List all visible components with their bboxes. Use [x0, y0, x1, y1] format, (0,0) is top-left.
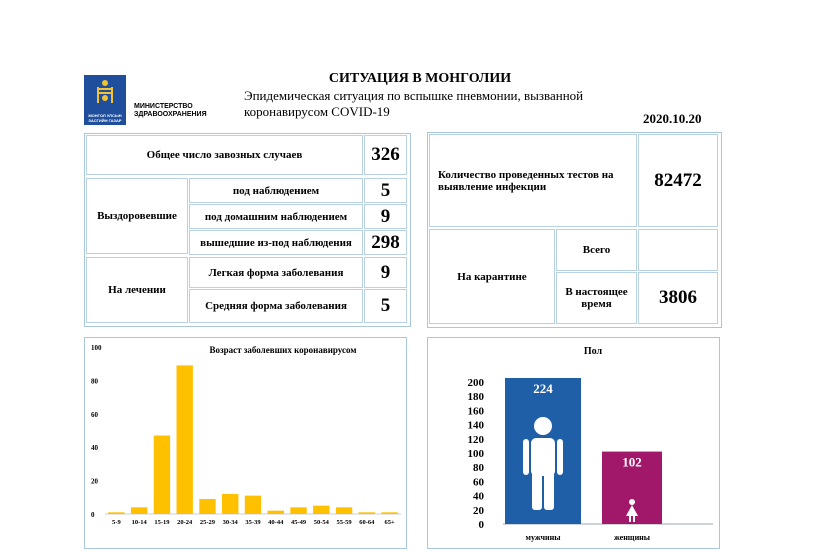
- quarantine-label: На карантине: [429, 229, 555, 324]
- gender-chart-panel: [427, 337, 720, 549]
- gender-chart-title: Пол: [583, 346, 603, 357]
- gender-y-tick: 60: [473, 476, 484, 489]
- age-bar: [176, 365, 192, 514]
- gender-y-tick: 80: [473, 462, 484, 475]
- gender-y-tick: 120: [467, 433, 484, 446]
- total-cases-label: Общее число завозных случаев: [86, 135, 363, 175]
- gender-x-tick: мужчины: [525, 533, 561, 542]
- recovered-row-value: 9: [364, 204, 407, 229]
- age-x-tick: 10-14: [131, 519, 147, 526]
- gender-y-tick: 200: [467, 377, 484, 389]
- total-cases-value: 326: [364, 135, 407, 175]
- age-y-tick: 100: [91, 344, 102, 352]
- recovered-row-label: под наблюдением: [189, 178, 363, 203]
- age-bar: [245, 496, 261, 514]
- treatment-row-label: Средняя форма заболевания: [189, 289, 363, 323]
- ministry-line2: ЗДРАВООХРАНЕНИЯ: [134, 111, 207, 118]
- age-x-tick: 25-29: [199, 519, 216, 526]
- gender-y-tick: 0: [478, 519, 484, 531]
- age-y-tick: 0: [91, 511, 95, 519]
- subtitle-line2: коронавирусом COVID-19: [244, 104, 390, 119]
- age-bar: [154, 436, 170, 514]
- age-x-tick: 40-44: [268, 519, 284, 526]
- age-x-tick: 15-19: [154, 519, 170, 526]
- quarantine-total-label: Всего: [556, 229, 637, 271]
- age-bar: [108, 512, 124, 514]
- gender-data-label: 224: [533, 381, 553, 396]
- age-bar: [199, 499, 215, 514]
- ministry-name: [134, 103, 207, 119]
- gender-y-tick: 100: [467, 448, 484, 460]
- page-title: СИТУАЦИЯ В МОНГОЛИИ: [328, 71, 512, 86]
- recovered-label: Выздоровевшие: [86, 178, 188, 254]
- age-bar: [290, 507, 306, 514]
- gender-x-tick: женщины: [613, 533, 651, 542]
- quarantine-current-label: В настоящее время: [556, 272, 637, 324]
- age-y-tick: 20: [91, 477, 98, 486]
- age-bar: [313, 506, 329, 514]
- age-x-tick: 20-24: [177, 519, 193, 526]
- gender-y-tick: 180: [467, 391, 484, 404]
- age-x-tick: 50-54: [313, 519, 329, 526]
- age-x-tick: 65+: [384, 519, 395, 526]
- quarantine-total-value: [638, 229, 718, 271]
- treatment-row-value: 5: [364, 289, 407, 323]
- treatment-row-value: 9: [364, 257, 407, 288]
- age-bar: [336, 507, 352, 514]
- logo-text: МОНГОЛ УЛСЫН ЗАСГИЙН ГАЗАР: [88, 113, 122, 123]
- age-bar: [381, 512, 397, 514]
- age-y-tick: 80: [91, 377, 98, 386]
- tests-label: Количество проведенных тестов на выявление инфекции: [429, 134, 637, 227]
- gender-y-tick: 140: [467, 419, 484, 432]
- age-x-tick: 35-39: [245, 519, 261, 526]
- recovered-row-value: 298: [364, 230, 407, 255]
- gender-y-tick: 160: [467, 405, 484, 418]
- age-bar: [268, 511, 284, 514]
- recovered-row-label: под домашним наблюдением: [189, 204, 363, 229]
- treatment-row-label: Легкая форма заболевания: [189, 257, 363, 288]
- treatment-label: На лечении: [86, 257, 188, 323]
- ministry-line1: МИНИСТЕРСТВО: [134, 103, 193, 110]
- gender-chart: [428, 338, 719, 548]
- recovered-row-value: 5: [364, 178, 407, 203]
- age-x-tick: 60-64: [359, 519, 375, 526]
- gender-y-tick: 40: [473, 490, 484, 503]
- age-chart: [85, 338, 406, 548]
- age-x-tick: 30-34: [222, 519, 238, 526]
- age-bar: [359, 512, 375, 514]
- age-y-tick: 60: [91, 410, 98, 419]
- age-x-tick: 45-49: [290, 519, 307, 526]
- tests-value: 82472: [638, 134, 718, 227]
- gender-data-label: 102: [622, 454, 642, 470]
- subtitle-line1: Эпидемическая ситуация по вспышке пневмонии, вызванной: [244, 88, 584, 103]
- age-bar: [222, 494, 238, 514]
- age-y-tick: 40: [91, 444, 98, 453]
- gender-y-tick: 20: [473, 504, 484, 517]
- age-x-tick: 5-9: [112, 519, 121, 526]
- page-subtitle: [244, 88, 624, 120]
- recovered-row-label: вышедшие из-под наблюдения: [189, 230, 363, 255]
- age-chart-title: Возраст заболевших коронавирусом: [209, 345, 357, 355]
- quarantine-current-value: 3806: [638, 272, 718, 324]
- age-bar: [131, 507, 147, 514]
- age-x-tick: 55-59: [336, 519, 352, 526]
- report-date: 2020.10.20: [643, 111, 702, 126]
- age-chart-panel: [84, 337, 407, 549]
